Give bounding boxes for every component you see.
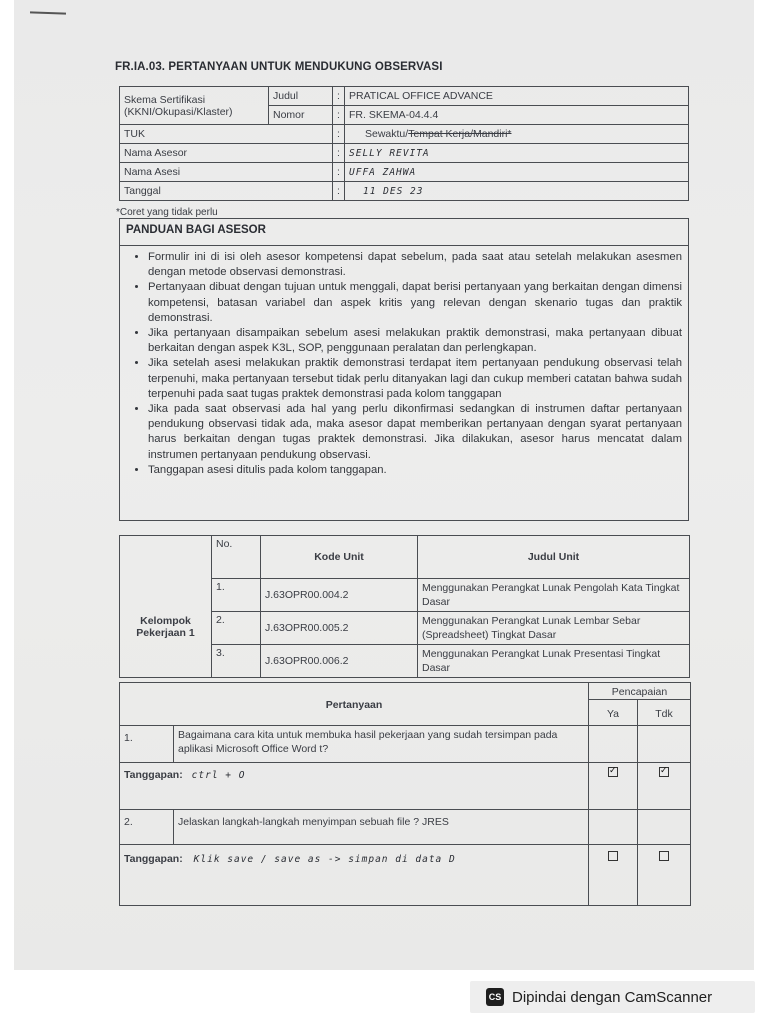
colon: : (333, 182, 345, 201)
tdk-checkbox[interactable] (659, 767, 669, 777)
colon: : (333, 106, 345, 125)
asesor-value: SELLY REVITA (345, 144, 689, 163)
colon: : (333, 87, 345, 106)
ya-checkbox[interactable] (608, 767, 618, 777)
question-text: Bagaimana cara kita untuk membuka hasil pekerjaan yang sudah tersimpan pada aplikasi Microsoft Office Word t? (174, 726, 589, 763)
tuk-label: TUK (120, 125, 333, 144)
guide-item: • Jika pada saat observasi ada hal yang perlu dikonfirmasi sedangkan di instrumen daftar pertanyaan pendukung observasi tidak ada, maka asesor dapat memberikan pertanyaan dengan syarat pertanyaan harus berkaitan dengan tugas praktek demonstrasi. Jika dilakukan, asesor harus mencatat dalam instrumen pertanyaan pendukung observasi. (148, 402, 682, 463)
skema-label: Skema Sertifikasi (KKNI/Okupasi/Klaster) (120, 87, 269, 125)
tanggapan-label: Tanggapan: (124, 853, 183, 865)
guide-box (119, 218, 689, 521)
tanggal-label: Tanggal (120, 182, 333, 201)
unit-judul: Menggunakan Perangkat Lunak Pengolah Kata Tingkat Dasar (418, 579, 690, 612)
group-label: Kelompok Pekerjaan 1 (120, 536, 212, 678)
asesi-label: Nama Asesi (120, 163, 333, 182)
guide-heading: PANDUAN BAGI ASESOR (120, 219, 688, 246)
unit-no: 1. (212, 579, 261, 612)
document-title: FR.IA.03. PERTANYAAN UNTUK MENDUKUNG OBSERVASI (115, 61, 443, 73)
question-text: Jelaskan langkah-langkah menyimpan sebuah file ? JRES (174, 810, 589, 845)
guide-item: • Jika setelah asesi melakukan praktik demonstrasi terdapat item pertanyaan pendukung observasi telah terpenuhi, maka pertanyaan tersebut tidak perlu ditanyakan lagi dan cukup memberi catatan bahwa sudah terpenuhi pada saat tugas praktek demonstrasi pada kolom tanggapan (148, 356, 682, 402)
guide-item: • Tanggapan asesi ditulis pada kolom tanggapan. (148, 463, 682, 478)
answer-text: Klik save / save as -> simpan di data D (193, 854, 456, 865)
unit-kode: J.63OPR00.005.2 (261, 612, 418, 645)
header-judul: Judul Unit (418, 536, 690, 579)
pencapaian-header: Pencapaian (589, 683, 691, 700)
tuk-struck: Tempat Kerja/Mandiri* (408, 128, 512, 140)
tdk-checkbox[interactable] (659, 851, 669, 861)
asesor-label: Nama Asesor (120, 144, 333, 163)
nomor-value: FR. SKEMA-04.4.4 (345, 106, 689, 125)
colon: : (333, 125, 345, 144)
colon: : (333, 144, 345, 163)
unit-kode: J.63OPR00.006.2 (261, 645, 418, 678)
questions-table (119, 682, 691, 906)
unit-no: 3. (212, 645, 261, 678)
unit-kode: J.63OPR00.004.2 (261, 579, 418, 612)
footnote: *Coret yang tidak perlu (116, 207, 218, 218)
table-row (120, 845, 691, 906)
tuk-value: Sewaktu/Tempat Kerja/Mandiri* (345, 125, 689, 144)
guide-item: • Pertanyaan dibuat dengan tujuan untuk menggali, dapat berisi pertanyaan yang berkaitan dengan dimensi kompetensi, batasan variabel dan aspek kritis yang relevan dengan skenario tugas dan praktik demonstrasi. (148, 280, 682, 326)
colon: : (333, 163, 345, 182)
guide-item: • Jika pertanyaan disampaikan sebelum asesi melakukan praktik demonstrasi, maka pertanyaan dibuat berkaitan dengan aspek K3L, SOP, penggunaan peralatan dan perlengkapan. (148, 326, 682, 356)
answer-text: ctrl + O (191, 770, 246, 781)
pertanyaan-header: Pertanyaan (120, 683, 589, 726)
unit-judul: Menggunakan Perangkat Lunak Lembar Sebar (Spreadsheet) Tingkat Dasar (418, 612, 690, 645)
judul-value: PRATICAL OFFICE ADVANCE (345, 87, 689, 106)
unit-judul: Menggunakan Perangkat Lunak Presentasi Tingkat Dasar (418, 645, 690, 678)
unit-no: 2. (212, 612, 261, 645)
answer-row (120, 845, 589, 906)
table-row (120, 763, 691, 810)
question-no: 1. (120, 726, 174, 763)
asesi-value: UFFA ZAHWA (345, 163, 689, 182)
nomor-label: Nomor (269, 106, 333, 125)
tdk-header: Tdk (638, 700, 691, 726)
header-no: No. (212, 536, 261, 579)
info-table (119, 86, 689, 201)
units-table (119, 535, 690, 678)
table-row (120, 726, 691, 763)
guide-item: • Formulir ini di isi oleh asesor kompetensi dapat sebelum, pada saat atau setelah melakukan asesmen dengan metode observasi demonstrasi. (148, 250, 682, 280)
guide-list (120, 250, 688, 478)
table-row (120, 810, 691, 845)
answer-row (120, 763, 589, 810)
ya-header: Ya (589, 700, 638, 726)
camscanner-watermark (470, 981, 755, 1013)
ya-checkbox[interactable] (608, 851, 618, 861)
tanggal-value: 11 DES 23 (345, 182, 689, 201)
judul-label: Judul (269, 87, 333, 106)
question-no: 2. (120, 810, 174, 845)
watermark-text: Dipindai dengan CamScanner (512, 988, 713, 1006)
camscanner-icon: CS (486, 988, 504, 1006)
tanggapan-label: Tanggapan: (124, 769, 183, 781)
header-kode: Kode Unit (261, 536, 418, 579)
